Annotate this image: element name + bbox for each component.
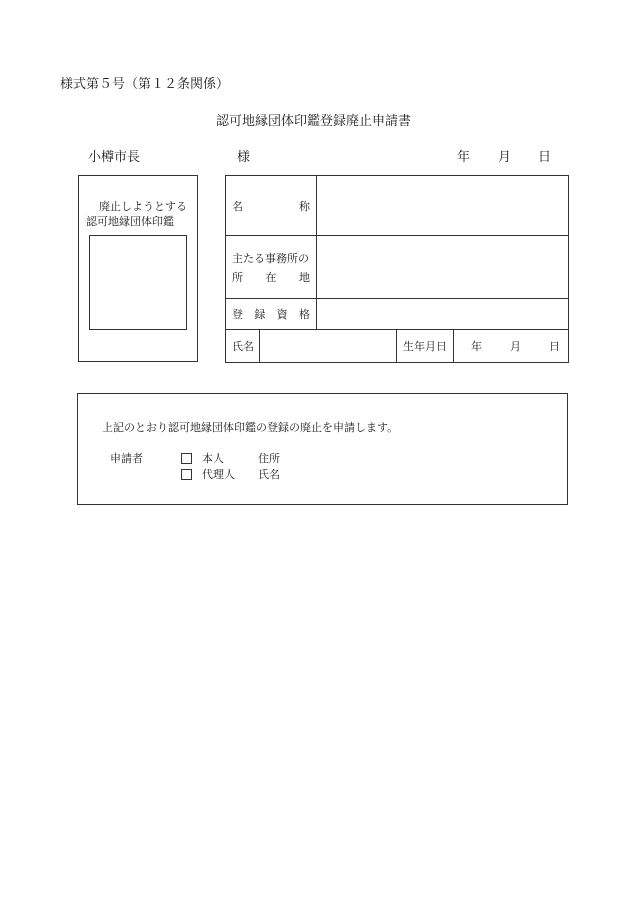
office-label-char3: 地 (299, 270, 310, 284)
address-label: 住所 (258, 452, 280, 465)
seal-label-line1: 廃止しようとする (99, 200, 187, 213)
name-input-cell[interactable] (317, 176, 569, 236)
qualification-input-cell[interactable] (317, 299, 569, 330)
form-number: 様式第５号（第１２条関係） (60, 77, 230, 92)
declaration-section (77, 393, 568, 505)
applicant-name-label: 氏名 (258, 468, 280, 481)
birthdate-label: 生年月日 (397, 330, 454, 363)
name-label-char1: 名 (232, 199, 243, 213)
birth-year-label: 年 (471, 340, 483, 353)
date-month: 月 (498, 150, 512, 165)
row-qualification (226, 299, 569, 330)
row-person (226, 330, 569, 363)
birth-month-label: 月 (510, 340, 522, 353)
addressee: 小樽市長 (88, 150, 141, 165)
birth-day-label: 日 (549, 340, 561, 353)
seal-section (78, 175, 198, 362)
office-label-line1: 主たる事務所の (232, 251, 309, 265)
person-name-label: 氏名 (226, 330, 260, 362)
option-self-label: 本人 (202, 452, 224, 465)
qualification-label-char1: 登 (232, 308, 243, 321)
office-input-cell[interactable] (317, 236, 569, 299)
applicant-info-table (225, 175, 569, 363)
office-label-char1: 所 (232, 270, 243, 284)
row-name (226, 176, 569, 236)
name-label-cell (226, 176, 317, 236)
qualification-label-char2: 録 (254, 308, 266, 321)
person-cell (226, 330, 397, 363)
office-label-cell (226, 236, 317, 299)
option-agent-label: 代理人 (202, 468, 235, 481)
agent-checkbox[interactable] (181, 469, 192, 480)
self-checkbox[interactable] (181, 453, 192, 464)
declaration-statement: 上記のとおり認可地縁団体印鑑の登録の廃止を申請します。 (102, 421, 399, 434)
qualification-label-char4: 格 (298, 308, 310, 321)
seal-label-line2: 認可地縁団体印鑑 (86, 215, 174, 228)
birthdate-input-cell[interactable] (454, 330, 569, 363)
date-day: 日 (538, 150, 552, 165)
honorific: 様 (237, 150, 251, 165)
office-label-char2: 在 (265, 270, 277, 284)
row-office (226, 236, 569, 299)
qualification-label-char3: 資 (276, 308, 288, 321)
name-label-char2: 称 (299, 199, 310, 213)
seal-impression-box[interactable] (89, 235, 187, 330)
form-title: 認可地縁団体印鑑登録廃止申請書 (216, 114, 412, 129)
person-name-input[interactable] (260, 330, 396, 362)
qualification-label-cell (226, 299, 317, 330)
date-year: 年 (457, 150, 471, 165)
applicant-label: 申請者 (110, 452, 143, 465)
